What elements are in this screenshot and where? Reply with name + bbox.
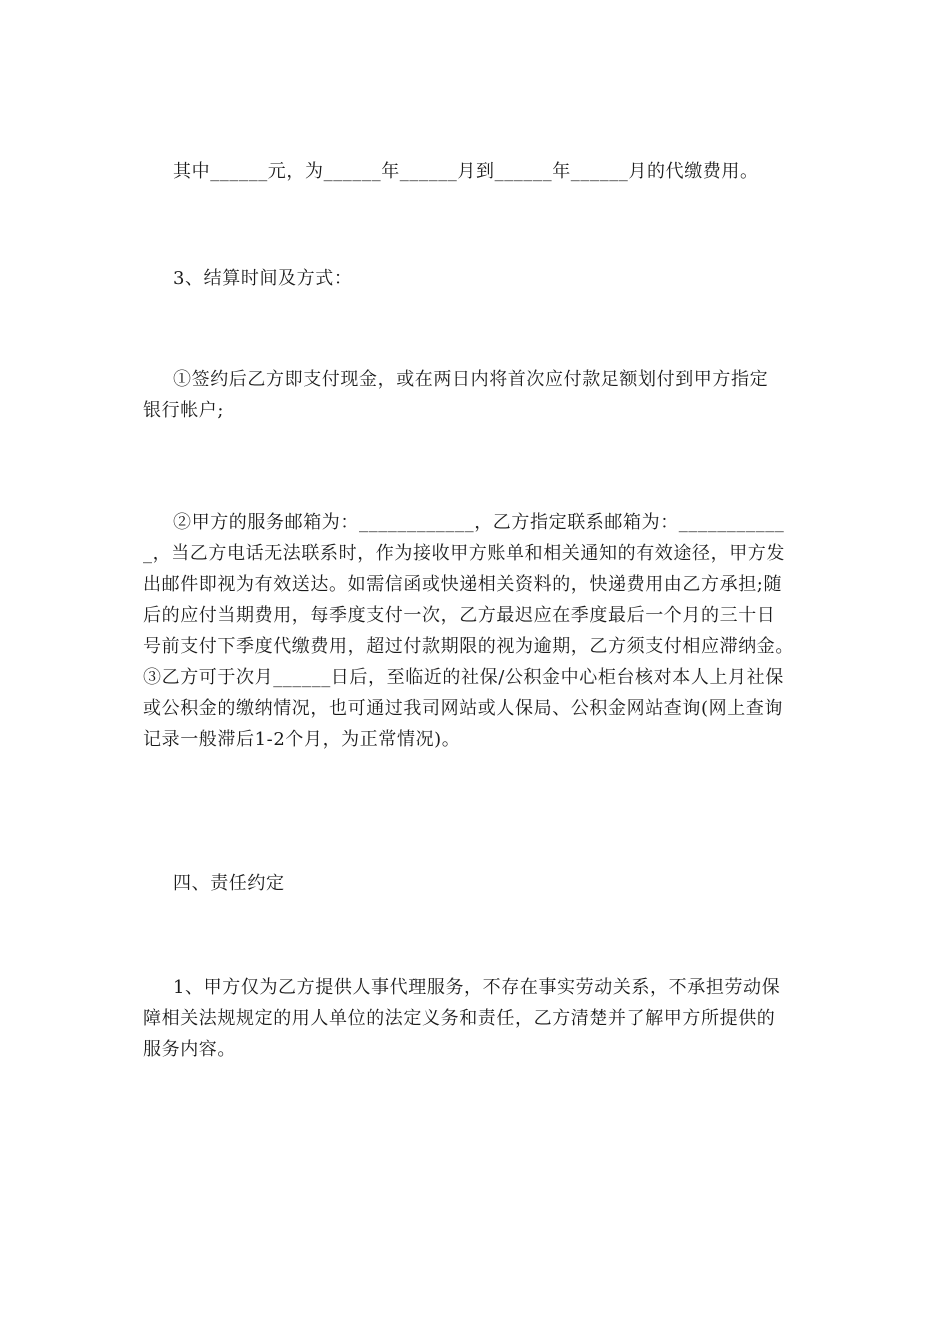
payment-item-2-line: 后的应付当期费用，每季度支付一次，乙方最迟应在季度最后一个月的三十日 — [143, 605, 776, 626]
payment-item-1-line: 银行帐户; — [143, 400, 225, 421]
section-3-heading — [143, 263, 808, 294]
section-3-heading-text: 3、结算时间及方式： — [173, 268, 353, 289]
payment-item-2-line: 出邮件即视为有效送达。如需信函或快递相关资料的，快递费用由乙方承担;随 — [143, 574, 783, 595]
payment-item-1-paragraph — [143, 364, 808, 426]
payment-item-1-line: ①签约后乙方即支付现金，或在两日内将首次应付款足额划付到甲方指定 — [173, 369, 769, 390]
payment-item-2-line: ②甲方的服务邮箱为：____________，乙方指定联系邮箱为：___________ — [173, 512, 785, 533]
section-4-heading — [143, 868, 808, 899]
fee-period-line: 其中______元，为______年______月到______年______月的代缴费用。 — [173, 161, 759, 182]
payment-item-3-line: 或公积金的缴纳情况，也可通过我司网站或人保局、公积金网站查询(网上查询 — [143, 698, 784, 719]
fee-period-paragraph — [143, 156, 808, 187]
payment-item-2-line: _，当乙方电话无法联系时，作为接收甲方账单和相关通知的有效途径，甲方发 — [143, 543, 785, 564]
payment-item-3-line: ③乙方可于次月______日后，至临近的社保/公积金中心柜台核对本人上月社保 — [143, 667, 784, 688]
responsibility-clause-1-line: 服务内容。 — [143, 1039, 236, 1060]
payment-item-2-paragraph — [143, 507, 808, 755]
responsibility-clause-1-line: 障相关法规规定的用人单位的法定义务和责任，乙方清楚并了解甲方所提供的 — [143, 1008, 776, 1029]
payment-item-3-line: 记录一般滞后1-2个月，为正常情况)。 — [143, 729, 461, 750]
responsibility-clause-1-line: 1、甲方仅为乙方提供人事代理服务，不存在事实劳动关系，不承担劳动保 — [173, 977, 781, 998]
responsibility-clause-1-paragraph — [143, 972, 808, 1065]
payment-item-2-line: 号前支付下季度代缴费用，超过付款期限的视为逾期，乙方须支付相应滞纳金。 — [143, 636, 794, 657]
section-4-heading-text: 四、责任约定 — [173, 873, 285, 894]
